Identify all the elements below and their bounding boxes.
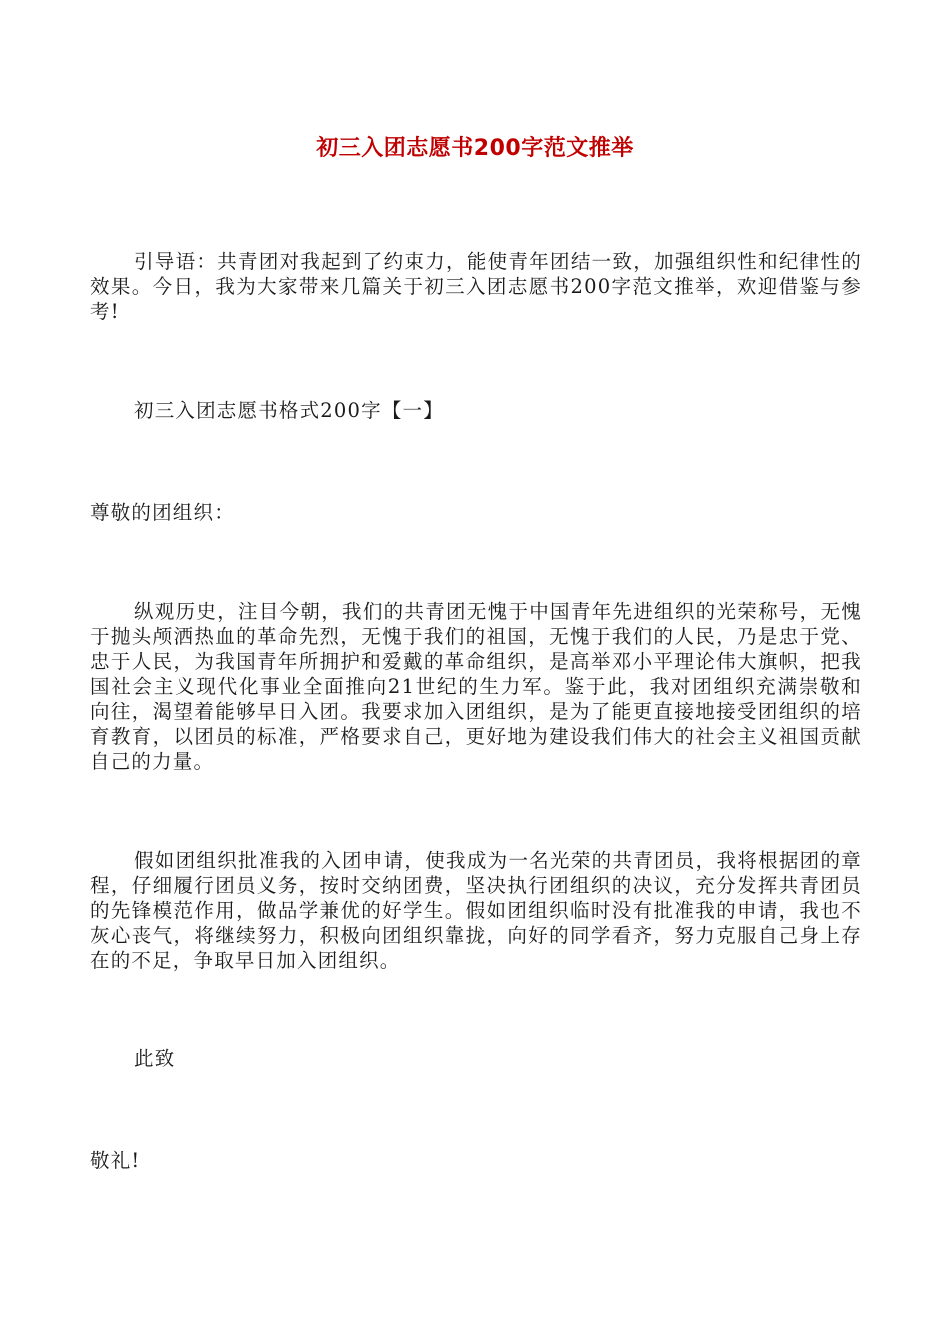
closing-salute: 敬礼! <box>90 1149 141 1172</box>
body-paragraph: 假如团组织批准我的入团申请，使我成为一名光荣的共青团员，我将根据团的章程，仔细履行团员义务，按时交纳团费，坚决执行团组织的决议，充分发挥共青团员的先锋模范作用，做品学兼优的好学生。假如团组织临时没有批准我的申请，我也不灰心丧气，将继续努力，积极向团组织靠拢，向好的同学看齐，努力克服自己身上存在的不足，争取早日加入团组织。 <box>90 849 862 972</box>
section-heading: 初三入团志愿书格式200字【一】 <box>134 399 444 422</box>
body-paragraph: 纵观历史，注目今朝，我们的共青团无愧于中国青年先进组织的光荣称号，无愧于抛头颅洒热血的革命先烈，无愧于我们的祖国，无愧于我们的人民，乃是忠于党、忠于人民，为我国青年所拥护和爱戴的革命组织，是高举邓小平理论伟大旗帜，把我国社会主义现代化事业全面推向21世纪的生力军。鉴于此，我对团组织充满崇敬和向往，渴望着能够早日入团。我要求加入团组织，是为了能更直接地接受团组织的培育教育，以团员的标准，严格要求自己，更好地为建设我们伟大的社会主义祖国贡献自己的力量。 <box>90 600 862 773</box>
intro-paragraph: 引导语：共青团对我起到了约束力，能使青年团结一致，加强组织性和纪律性的效果。今日，我为大家带来几篇关于初三入团志愿书200字范文推举，欢迎借鉴与参考! <box>90 250 862 323</box>
document-title: 初三入团志愿书200字范文推举 <box>316 136 634 161</box>
salutation: 尊敬的团组织： <box>90 501 235 524</box>
closing-line: 此致 <box>134 1047 176 1070</box>
